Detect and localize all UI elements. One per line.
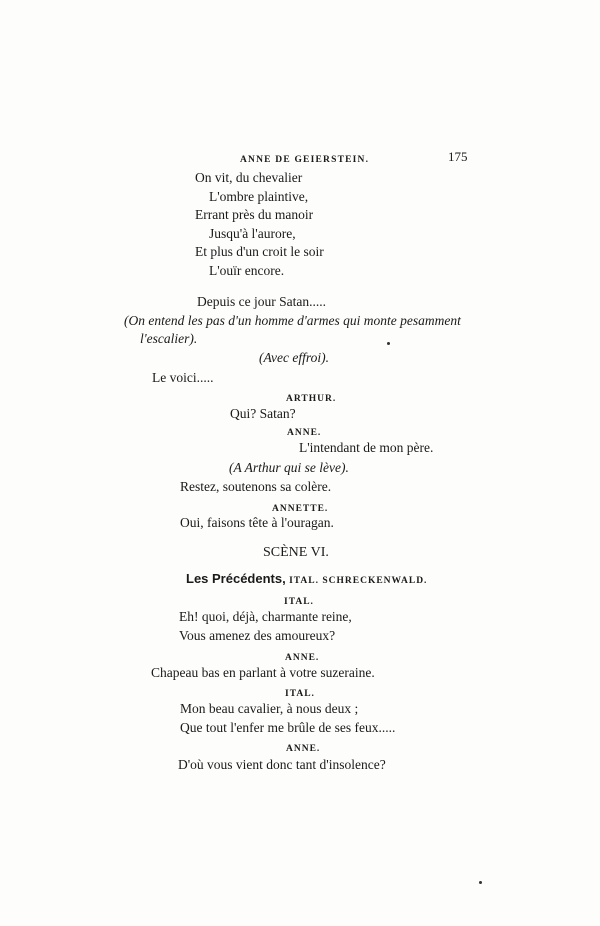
dialogue-line: Oui, faisons tête à l'ouragan. xyxy=(180,515,334,530)
verse-line: L'ouïr encore. xyxy=(209,263,285,278)
verse-line: Jusqu'à l'aurore, xyxy=(209,226,296,241)
speaker-name: ANNE. xyxy=(286,744,321,754)
print-speck xyxy=(387,342,390,345)
dialogue-line: Eh! quoi, déjà, charmante reine, xyxy=(179,609,352,624)
cast-names: ITAL. SCHRECKENWALD. xyxy=(289,576,428,586)
dialogue-line: L'intendant de mon père. xyxy=(299,440,434,455)
speaker-name: ITAL. xyxy=(285,689,315,699)
dialogue-line: Mon beau cavalier, à nous deux ; xyxy=(180,701,359,716)
dialogue-line: Depuis ce jour Satan..... xyxy=(197,294,326,309)
cast-list xyxy=(186,571,427,589)
dialogue-line: Le voici..... xyxy=(152,370,214,385)
cast-prefix: Les Précédents, xyxy=(186,571,286,586)
stage-direction: (Avec effroi). xyxy=(259,350,329,365)
stage-direction: l'escalier). xyxy=(140,331,198,346)
scene-heading: SCÈNE VI. xyxy=(263,545,329,560)
dialogue-line: D'où vous vient donc tant d'insolence? xyxy=(178,757,386,772)
speaker-name: ITAL. xyxy=(284,597,314,607)
dialogue-line: Qui? Satan? xyxy=(230,406,296,421)
dialogue-line: Restez, soutenons sa colère. xyxy=(180,479,332,494)
speaker-name: ARTHUR. xyxy=(286,394,337,404)
stage-direction: (A Arthur qui se lève). xyxy=(229,460,349,475)
running-header-title: ANNE DE GEIERSTEIN. xyxy=(240,155,370,165)
verse-line: Errant près du manoir xyxy=(195,207,314,222)
stage-direction: (On entend les pas d'un homme d'armes qui monte pesamment xyxy=(124,313,461,328)
speaker-name: ANNE. xyxy=(285,653,320,663)
print-speck xyxy=(479,881,482,884)
verse-line: L'ombre plaintive, xyxy=(209,189,309,204)
speaker-name: ANNE. xyxy=(287,428,322,438)
dialogue-line: Que tout l'enfer me brûle de ses feux..... xyxy=(180,720,396,735)
page-number: 175 xyxy=(448,149,468,164)
verse-line: On vit, du chevalier xyxy=(195,170,303,185)
dialogue-line: Vous amenez des amoureux? xyxy=(179,628,336,643)
speaker-name: ANNETTE. xyxy=(272,504,329,514)
verse-line: Et plus d'un croit le soir xyxy=(195,244,324,259)
dialogue-line: Chapeau bas en parlant à votre suzeraine. xyxy=(151,665,375,680)
